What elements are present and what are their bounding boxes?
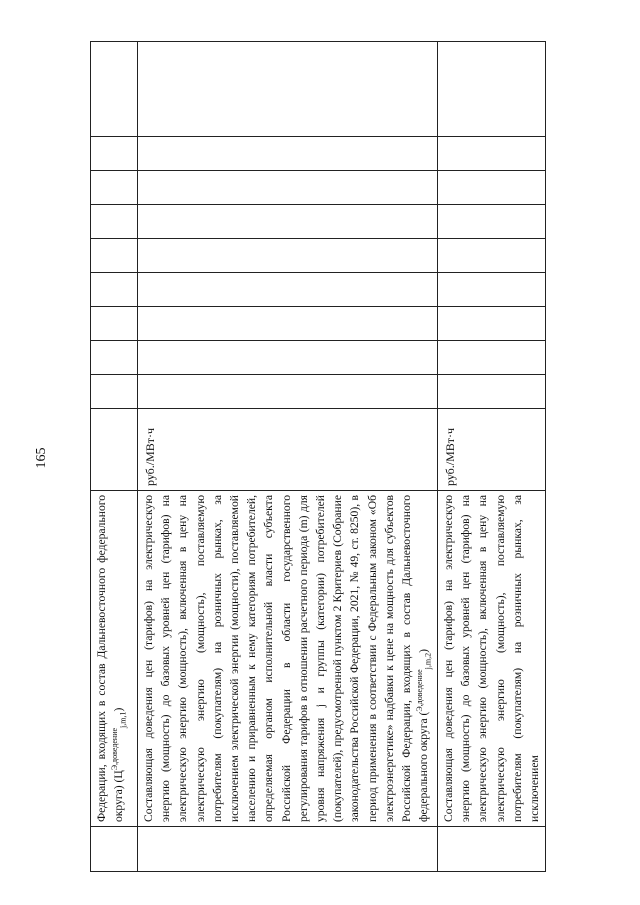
value-cell (91, 137, 138, 171)
indicator-description-cell: Федерации, входящих в состав Дальневосточного федерального округа) $(Ц^{Э,доведение}_{j,m,1})$ (91, 491, 138, 827)
indicator-description-cell: Составляющая доведения цен (тарифов) на электрическую энергию (мощность) до базовых уровней цен (тарифов) на электрическую энергию (мощность), включенная в цену на электрическую энергию (мощность), поставляемую потребителям (покупателям) на розничных рынках, за исключением (438, 491, 546, 827)
value-cell (138, 307, 438, 341)
unit-cell (91, 409, 138, 491)
value-cell (438, 307, 546, 341)
value-cell (438, 273, 546, 307)
value-cell (138, 239, 438, 273)
value-cell (91, 171, 138, 205)
table-row (91, 42, 138, 872)
value-cell (438, 171, 546, 205)
unit-cell: руб./МВт·ч (138, 409, 438, 491)
value-cell (138, 273, 438, 307)
indicator-description-cell: Составляющая доведения цен (тарифов) на электрическую энергию (мощность) до базовых уровней цен (тарифов) на электрическую энергию (мощность), включенная в цену на электрическую энергию (мощность), поставляемую потребителям (покупателям) на розничных рынках, за исключением электрической энергии (мощности), поставляемой населению и приравненным к нему категориям потребителей, определяемая органом исполнительной власти субъекта Российской Федерации в области государственного регулирования тарифов в отношении расчетного периода (m) для уровня напряжения j и группы (категории) потребителей (покупателей), предусмотренной пунктом 2 Критериев (Собрание законодательства Российской Федерации, 2021, № 49, ст. 8250), в период применения в соответствии с Федеральным законом «Об электроэнергетике» надбавки к цене на мощность для субъектов Российской Федерации, входящих в состав Дальневосточного федерального округа ($^{Э,доведение}_{j,m,2}$) (138, 491, 438, 827)
row-index-cell (91, 827, 138, 872)
table-row (138, 42, 438, 872)
value-cell (91, 205, 138, 239)
rotated-table (90, 62, 542, 872)
table-row (438, 42, 546, 872)
value-cell (438, 42, 546, 137)
value-cell (138, 375, 438, 409)
value-cell (138, 205, 438, 239)
page-number: 165 (34, 447, 49, 469)
value-cell (438, 375, 546, 409)
value-cell (91, 273, 138, 307)
value-cell (438, 205, 546, 239)
value-cell (138, 42, 438, 137)
value-cell (138, 171, 438, 205)
value-cell (91, 341, 138, 375)
value-cell (438, 137, 546, 171)
value-cell (91, 239, 138, 273)
value-cell (138, 341, 438, 375)
value-cell (438, 239, 546, 273)
value-cell (138, 137, 438, 171)
value-cell (91, 42, 138, 137)
row-index-cell (438, 827, 546, 872)
value-cell (91, 375, 138, 409)
row-index-cell (138, 827, 438, 872)
value-cell (438, 341, 546, 375)
unit-cell: руб./МВт·ч (438, 409, 546, 491)
data-table (90, 41, 546, 872)
value-cell (91, 307, 138, 341)
